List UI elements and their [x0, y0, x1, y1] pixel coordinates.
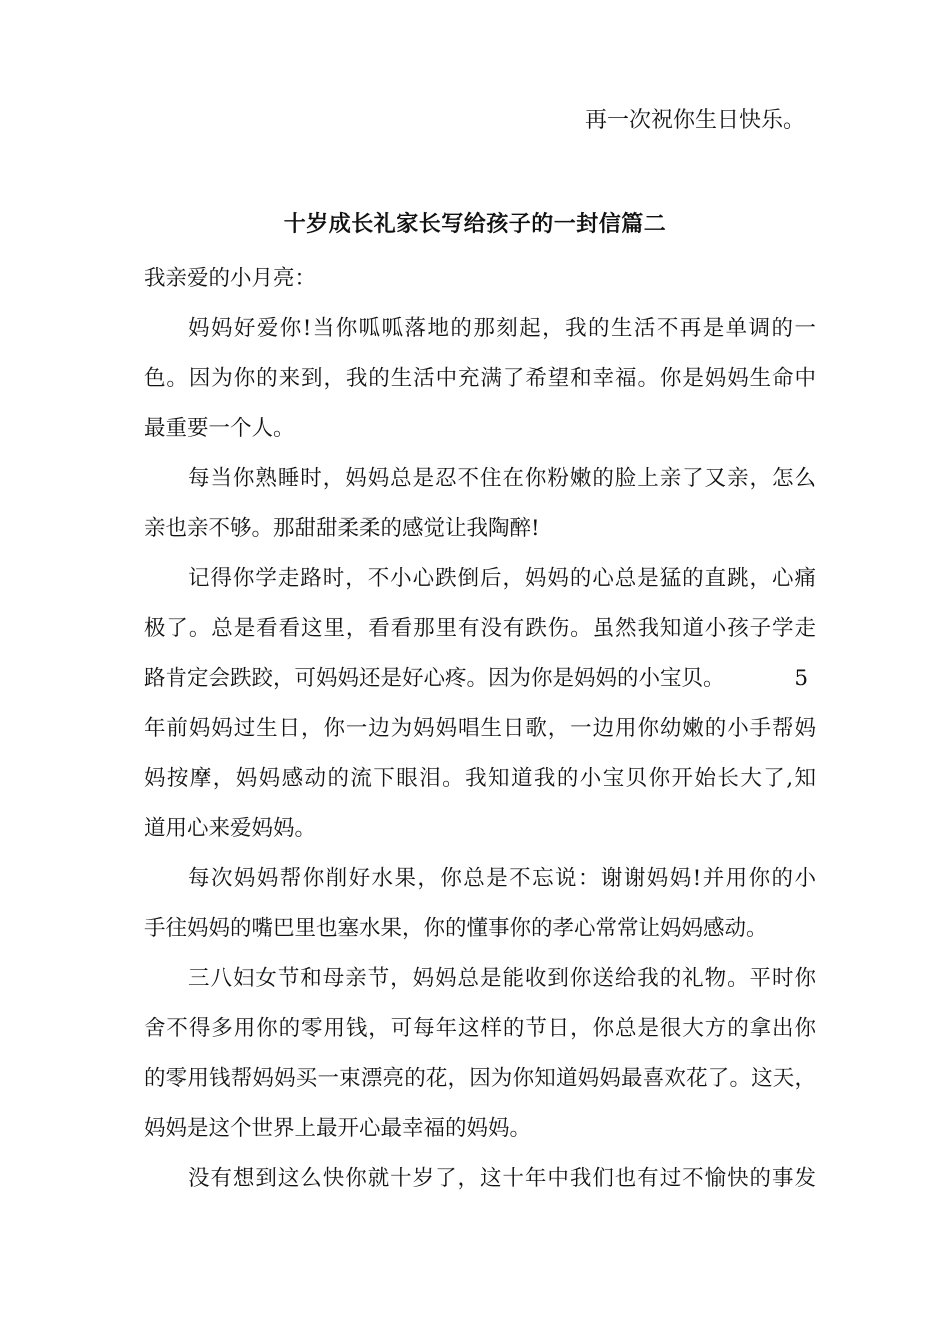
closing-line: 再一次祝你生日快乐。	[585, 108, 806, 133]
paragraph-line: 的零用钱帮妈妈买一束漂亮的花，因为你知道妈妈最喜欢花了。这天，	[144, 1066, 816, 1091]
paragraph-line: 妈按摩，妈妈感动的流下眼泪。我知道我的小宝贝你开始长大了,知	[144, 766, 816, 791]
paragraph-line: 色。因为你的来到，我的生活中充满了希望和幸福。你是妈妈生命中	[144, 366, 816, 391]
paragraph-line: 妈妈好爱你!当你呱呱落地的那刻起，我的生活不再是单调的一	[188, 316, 816, 341]
paragraph-line: 道用心来爱妈妈。	[144, 816, 317, 841]
salutation: 我亲爱的小月亮：	[144, 266, 317, 291]
paragraph-line: 每当你熟睡时，妈妈总是忍不住在你粉嫩的脸上亲了又亲，怎么	[188, 466, 816, 491]
paragraph-line: 亲也亲不够。那甜甜柔柔的感觉让我陶醉!	[144, 516, 540, 541]
letter-title: 十岁成长礼家长写给孩子的一封信篇二	[283, 211, 667, 237]
paragraph-line: 没有想到这么快你就十岁了，这十年中我们也有过不愉快的事发	[188, 1166, 816, 1191]
paragraph-line: 记得你学走路时，不小心跌倒后，妈妈的心总是猛的直跳，心痛	[188, 566, 816, 591]
paragraph-line: 舍不得多用你的零用钱，可每年这样的节日，你总是很大方的拿出你	[144, 1016, 816, 1041]
paragraph-line-text: 路肯定会跌跤，可妈妈还是好心疼。因为你是妈妈的小宝贝。	[144, 666, 725, 691]
paragraph-line: 手往妈妈的嘴巴里也塞水果，你的懂事你的孝心常常让妈妈感动。	[144, 916, 768, 941]
paragraph-line: 极了。总是看看这里，看看那里有没有跌伤。虽然我知道小孩子学走	[144, 616, 816, 641]
letter-body	[144, 254, 816, 1204]
trailing-number: 5	[794, 666, 808, 691]
paragraph-line: 妈妈是这个世界上最开心最幸福的妈妈。	[144, 1116, 532, 1141]
paragraph-line: 年前妈妈过生日，你一边为妈妈唱生日歌，一边用你幼嫩的小手帮妈	[144, 716, 816, 741]
paragraph-line: 最重要一个人。	[144, 416, 295, 441]
paragraph-line-with-number	[144, 654, 816, 704]
paragraph-line: 三八妇女节和母亲节，妈妈总是能收到你送给我的礼物。平时你	[188, 966, 816, 991]
paragraph-line: 每次妈妈帮你削好水果，你总是不忘说：谢谢妈妈!并用你的小	[188, 866, 816, 891]
